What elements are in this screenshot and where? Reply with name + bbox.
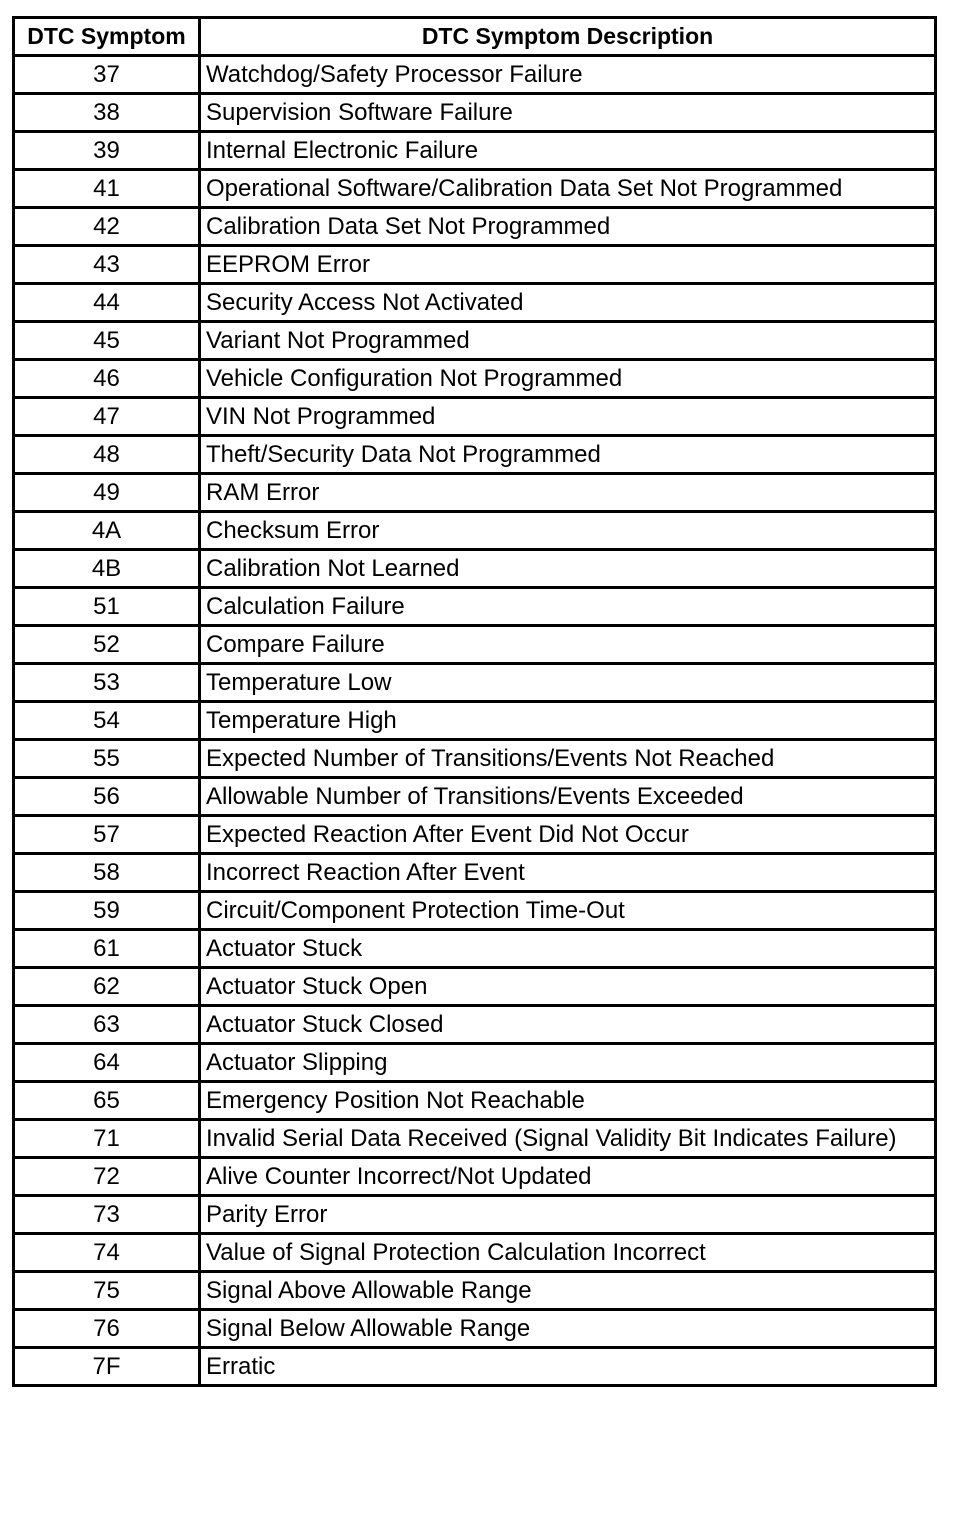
dtc-description-cell: Calibration Data Set Not Programmed: [200, 208, 936, 246]
header-dtc-symptom: DTC Symptom: [14, 18, 200, 56]
dtc-code-cell: 43: [14, 246, 200, 284]
dtc-code-cell: 4A: [14, 512, 200, 550]
dtc-code-cell: 39: [14, 132, 200, 170]
dtc-description-cell: Actuator Stuck: [200, 930, 936, 968]
table-row: [14, 588, 936, 626]
table-row: [14, 892, 936, 930]
dtc-code-cell: 61: [14, 930, 200, 968]
table-row: [14, 436, 936, 474]
dtc-code-cell: 7F: [14, 1348, 200, 1386]
table-row: [14, 1044, 936, 1082]
dtc-description-cell: Parity Error: [200, 1196, 936, 1234]
table-row: [14, 816, 936, 854]
table-row: [14, 1310, 936, 1348]
dtc-code-cell: 59: [14, 892, 200, 930]
table-row: [14, 94, 936, 132]
table-row: [14, 56, 936, 94]
dtc-description-cell: Supervision Software Failure: [200, 94, 936, 132]
dtc-description-cell: Value of Signal Protection Calculation Incorrect: [200, 1234, 936, 1272]
dtc-code-cell: 71: [14, 1120, 200, 1158]
table-row: [14, 398, 936, 436]
dtc-code-cell: 64: [14, 1044, 200, 1082]
dtc-description-cell: Alive Counter Incorrect/Not Updated: [200, 1158, 936, 1196]
dtc-description-cell: Watchdog/Safety Processor Failure: [200, 56, 936, 94]
dtc-code-cell: 74: [14, 1234, 200, 1272]
dtc-description-cell: Erratic: [200, 1348, 936, 1386]
dtc-description-cell: Actuator Slipping: [200, 1044, 936, 1082]
dtc-description-cell: Expected Number of Transitions/Events Not Reached: [200, 740, 936, 778]
dtc-description-cell: Variant Not Programmed: [200, 322, 936, 360]
dtc-code-cell: 48: [14, 436, 200, 474]
header-dtc-symptom-description: DTC Symptom Description: [200, 18, 936, 56]
dtc-code-cell: 51: [14, 588, 200, 626]
dtc-code-cell: 62: [14, 968, 200, 1006]
table-header-row: [14, 18, 936, 56]
dtc-code-cell: 53: [14, 664, 200, 702]
dtc-description-cell: Calculation Failure: [200, 588, 936, 626]
table-body: [14, 56, 936, 1386]
dtc-code-cell: 54: [14, 702, 200, 740]
dtc-description-cell: Emergency Position Not Reachable: [200, 1082, 936, 1120]
table-row: [14, 778, 936, 816]
dtc-description-cell: Actuator Stuck Closed: [200, 1006, 936, 1044]
dtc-code-cell: 41: [14, 170, 200, 208]
dtc-description-cell: Compare Failure: [200, 626, 936, 664]
table-row: [14, 512, 936, 550]
dtc-description-cell: Incorrect Reaction After Event: [200, 854, 936, 892]
table-row: [14, 322, 936, 360]
dtc-description-cell: Temperature High: [200, 702, 936, 740]
table-row: [14, 474, 936, 512]
table-row: [14, 968, 936, 1006]
dtc-code-cell: 73: [14, 1196, 200, 1234]
dtc-description-cell: Expected Reaction After Event Did Not Occur: [200, 816, 936, 854]
dtc-code-cell: 63: [14, 1006, 200, 1044]
dtc-code-cell: 72: [14, 1158, 200, 1196]
table-row: [14, 132, 936, 170]
table-row: [14, 1006, 936, 1044]
dtc-code-cell: 45: [14, 322, 200, 360]
table-row: [14, 208, 936, 246]
dtc-description-cell: Signal Below Allowable Range: [200, 1310, 936, 1348]
table-row: [14, 1348, 936, 1386]
table-row: [14, 664, 936, 702]
dtc-code-cell: 56: [14, 778, 200, 816]
dtc-symptom-table: [12, 16, 937, 1387]
dtc-code-cell: 52: [14, 626, 200, 664]
table-row: [14, 1196, 936, 1234]
dtc-description-cell: VIN Not Programmed: [200, 398, 936, 436]
dtc-code-cell: 58: [14, 854, 200, 892]
dtc-description-cell: Allowable Number of Transitions/Events Exceeded: [200, 778, 936, 816]
dtc-description-cell: Circuit/Component Protection Time-Out: [200, 892, 936, 930]
dtc-description-cell: Checksum Error: [200, 512, 936, 550]
dtc-code-cell: 37: [14, 56, 200, 94]
dtc-code-cell: 75: [14, 1272, 200, 1310]
dtc-description-cell: EEPROM Error: [200, 246, 936, 284]
table-row: [14, 740, 936, 778]
dtc-code-cell: 38: [14, 94, 200, 132]
dtc-description-cell: Actuator Stuck Open: [200, 968, 936, 1006]
dtc-code-cell: 46: [14, 360, 200, 398]
table-row: [14, 360, 936, 398]
dtc-code-cell: 42: [14, 208, 200, 246]
table-row: [14, 1234, 936, 1272]
dtc-code-cell: 44: [14, 284, 200, 322]
dtc-description-cell: Security Access Not Activated: [200, 284, 936, 322]
table-row: [14, 246, 936, 284]
dtc-code-cell: 4B: [14, 550, 200, 588]
table-row: [14, 930, 936, 968]
table-row: [14, 550, 936, 588]
dtc-description-cell: Theft/Security Data Not Programmed: [200, 436, 936, 474]
dtc-code-cell: 65: [14, 1082, 200, 1120]
dtc-description-cell: Invalid Serial Data Received (Signal Validity Bit Indicates Failure): [200, 1120, 936, 1158]
dtc-code-cell: 76: [14, 1310, 200, 1348]
table-row: [14, 626, 936, 664]
dtc-code-cell: 55: [14, 740, 200, 778]
dtc-description-cell: Temperature Low: [200, 664, 936, 702]
dtc-description-cell: Operational Software/Calibration Data Set Not Programmed: [200, 170, 936, 208]
dtc-description-cell: Vehicle Configuration Not Programmed: [200, 360, 936, 398]
table-row: [14, 1158, 936, 1196]
dtc-description-cell: Calibration Not Learned: [200, 550, 936, 588]
dtc-code-cell: 49: [14, 474, 200, 512]
table-row: [14, 702, 936, 740]
table-row: [14, 1082, 936, 1120]
table-row: [14, 170, 936, 208]
table-row: [14, 854, 936, 892]
table-row: [14, 1120, 936, 1158]
dtc-code-cell: 57: [14, 816, 200, 854]
table-row: [14, 1272, 936, 1310]
table-row: [14, 284, 936, 322]
dtc-description-cell: Signal Above Allowable Range: [200, 1272, 936, 1310]
dtc-description-cell: Internal Electronic Failure: [200, 132, 936, 170]
dtc-description-cell: RAM Error: [200, 474, 936, 512]
dtc-code-cell: 47: [14, 398, 200, 436]
